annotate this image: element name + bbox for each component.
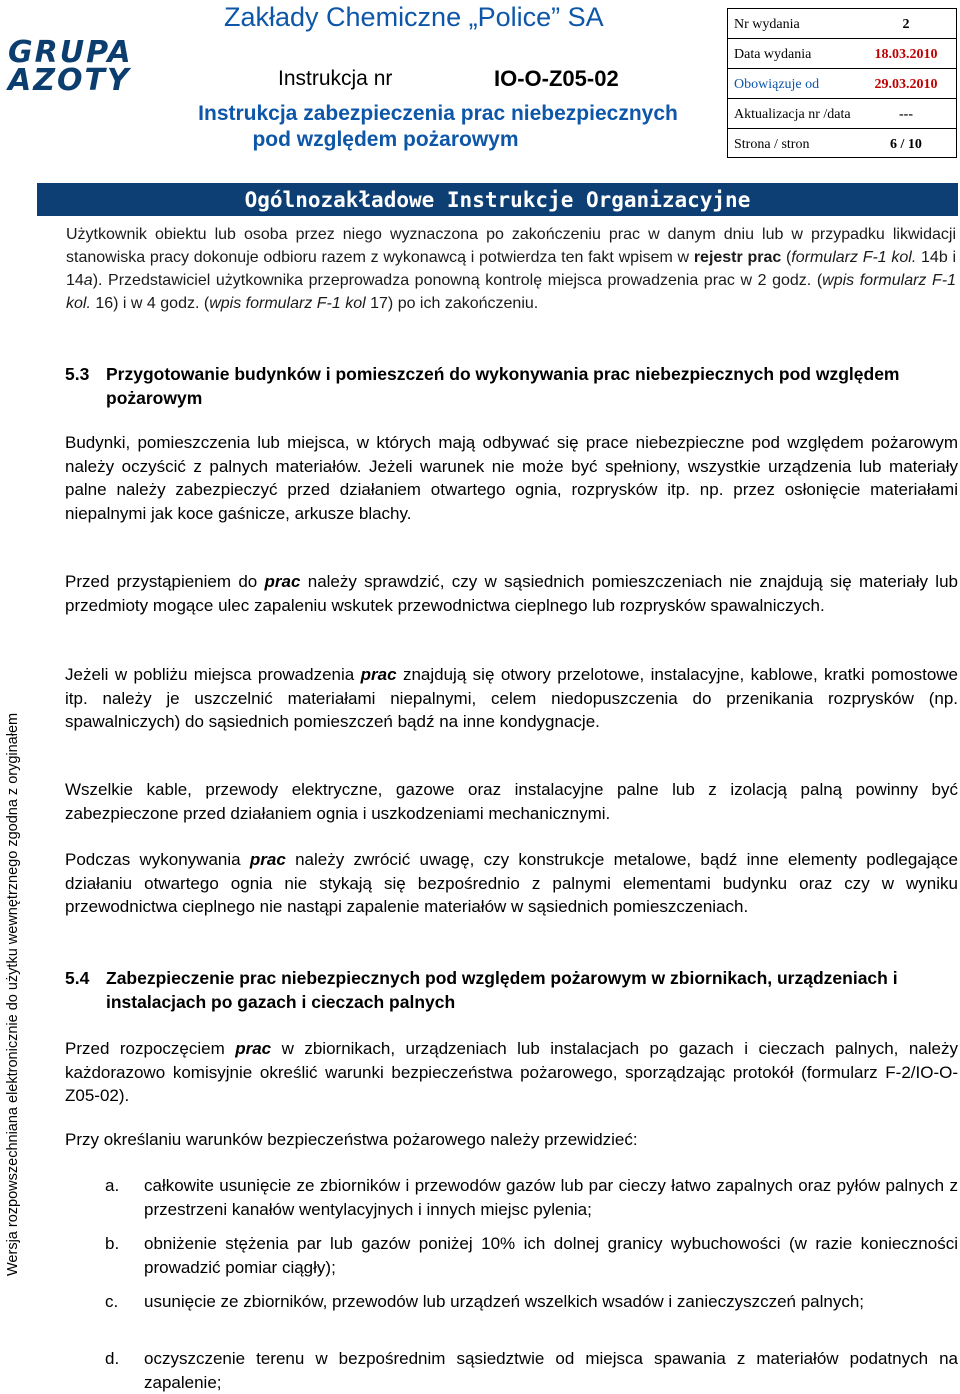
text-run: Przed przystąpieniem do	[65, 572, 265, 591]
text-run-italic: a	[83, 272, 93, 289]
text-run: ). Przedstawiciel użytkownika przeprowadza ponowną kontrolę miejsca prowadzenia prac w 2 godz. (	[92, 272, 823, 289]
list-text: oczyszczenie terenu w bezpośrednim sąsiedztwie od miejsca spawania z materiałów podatnych na zapalenie;	[144, 1349, 958, 1392]
list-item	[105, 1347, 958, 1394]
company-name: Zakłady Chemiczne „Police” SA	[224, 2, 604, 32]
text-run-italic: formularz F-1 kol.	[791, 249, 917, 266]
section-heading-5-4	[65, 966, 958, 1014]
company-logo	[6, 35, 140, 98]
text-run: znajdują się otwory przelotowe, instalacyjne, kablowe, kratki pomostowe itp. należy je uszczelnić materiałami niepalnymi, celem niedopuszczenia do przenikania rozprysków (np. spawalniczych) do sąsiednich pomieszczeń bądź na inne kondygnacje.	[65, 665, 959, 731]
list-text: obniżenie stężenia par lub gazów poniżej 10% ich dolnej granicy wybuchowości (w razie konieczności prowadzić pomiar ciągły);	[144, 1234, 958, 1277]
instruction-label: Instrukcja nr	[278, 67, 393, 90]
list-item	[105, 1232, 958, 1280]
paragraph-5-3-3	[65, 663, 958, 734]
meta-row-effective-date	[728, 69, 956, 99]
meta-value: 18.03.2010	[874, 47, 938, 62]
paragraph-5-4-2: Przy określaniu warunków bezpieczeństwa pożarowego należy przewidzieć:	[65, 1130, 638, 1149]
text-run-bold-italic: prac	[264, 572, 301, 591]
text-run: należy zwrócić uwagę, czy konstrukcje metalowe, bądź inne elementy podlegające działaniu otwartego ognia nie stykają się bezpośrednio z palnymi elementami budynku oraz czy w wyniku przewodnictwa cieplnego nie nastąpi zapalenie materiałów w sąsiednich pomieszczeniach.	[65, 850, 958, 916]
list-marker: b.	[105, 1234, 120, 1253]
section-heading-5-3	[65, 362, 958, 410]
instruction-title-line2: pod względem pożarowym	[252, 128, 519, 151]
text-run: 16) i w 4 godz. (	[90, 295, 210, 312]
text-run-bold-italic: prac	[360, 665, 397, 684]
paragraph-5-3-5	[65, 848, 958, 919]
text-run-bold: rejestr prac	[693, 249, 782, 266]
text-run: Użytkownik obiektu lub osoba przez niego wyznaczona po zakończeniu prac w danym dniu lub w przypadku likwidacji stanowiska pracy dokonuje odbioru razem z wykonawcą i potwierdza ten fakt wpisem w	[66, 226, 956, 266]
text-run: 14b i 14	[66, 249, 956, 289]
section-number: 5.3	[65, 364, 90, 384]
band-title: Ogólnozakładowe Instrukcje Organizacyjne	[244, 188, 751, 212]
meta-key: Strona / stron	[734, 137, 810, 152]
text-run: 17) po ich zakończeniu.	[365, 295, 539, 312]
meta-key: Nr wydania	[734, 17, 800, 32]
text-run: (	[781, 249, 792, 266]
list-marker: d.	[105, 1349, 120, 1368]
meta-key: Aktualizacja nr /data	[734, 107, 851, 122]
vertical-side-note: Wersja rozpowszechniana elektronicznie do użytku wewnętrznego zgodna z oryginałem	[5, 712, 21, 1276]
paragraph-5-4-1	[65, 1037, 958, 1108]
list-marker: c.	[105, 1292, 119, 1311]
list-text: całkowite usunięcie ze zbiorników i przewodów gazów lub par cieczy łatwo zapalnych oraz pyłów palnych z przestrzeni kanałów wentylacyjnych i innych miejsc pylenia;	[144, 1176, 958, 1219]
meta-value: 6 / 10	[890, 137, 922, 152]
meta-value: ---	[899, 107, 913, 122]
text-run: Podczas wykonywania	[65, 850, 250, 869]
text-run-bold-italic: prac	[235, 1039, 272, 1058]
meta-row-issue-date	[728, 39, 956, 69]
text-run: Przed rozpoczęciem	[65, 1039, 236, 1058]
paragraph-5-3-1: Budynki, pomieszczenia lub miejsca, w których mają odbywać się prace niebezpieczne pod względem pożarowym należy oczyścić z palnych materiałów. Jeżeli warunek nie może być spełniony, wszystkie urządzenia lub materiały palne należy zabezpieczyć przed działaniem otwartego ognia, rozprysków itp. np. przez osłonięcie materiałami niepalnymi jak koce gaśnicze, arkusze blachy.	[65, 433, 958, 523]
paragraph-5-3-2	[65, 570, 958, 617]
text-run-bold-italic: prac	[249, 850, 286, 869]
meta-row-page	[728, 129, 956, 159]
meta-value: 29.03.2010	[874, 77, 938, 92]
text-run-italic: wpis formularz F-1 kol.	[66, 272, 956, 312]
meta-row-update	[728, 99, 956, 129]
meta-row-issue-number	[728, 9, 956, 39]
meta-key: Data wydania	[734, 47, 812, 62]
logo-text-bottom: AZOTY	[8, 63, 131, 98]
meta-key: Obowiązuje od	[734, 77, 820, 92]
text-run: Jeżeli w pobliżu miejsca prowadzenia	[65, 665, 361, 684]
list-item	[105, 1290, 958, 1338]
list-marker: a.	[105, 1176, 120, 1195]
document-metadata-table	[727, 8, 957, 158]
section-band	[37, 183, 958, 216]
text-run: należy sprawdzić, czy w sąsiednich pomieszczeniach nie znajdują się materiały lub przedmioty mogące ulec zapaleniu wskutek przewodnictwa cieplnego lub rozprysków spawalniczych.	[65, 572, 958, 615]
meta-value: 2	[902, 17, 910, 32]
paragraph-5-3-4: Wszelkie kable, przewody elektryczne, gazowe oraz instalacyjne palne lub z izolacją palną powinny być zabezpieczone przed działaniem ognia i uszkodzeniami mechanicznymi.	[65, 780, 958, 823]
list-text: usunięcie ze zbiorników, przewodów lub urządzeń wszelkich wsadów i zanieczyszczeń palnych;	[144, 1292, 865, 1311]
top-paragraph	[66, 223, 956, 315]
section-title: Zabezpieczenie prac niebezpiecznych pod względem pożarowym w zbiornikach, urządzeniach i instalacjach po gazach i cieczach palnych	[106, 968, 898, 1012]
logo-text-top: GRUPA	[8, 35, 133, 70]
instruction-number: IO-O-Z05-02	[494, 66, 619, 91]
text-run: w zbiornikach, urządzeniach lub instalacjach po gazach i cieczach palnych, należy każdorazowo komisyjnie określić warunki bezpieczeństwa pożarowego, sporządzając protokół (formularz F-2/IO-O-Z05-02).	[65, 1039, 958, 1105]
list-item	[105, 1174, 958, 1222]
instruction-title-line1: Instrukcja zabezpieczenia prac niebezpiecznych	[198, 102, 678, 125]
text-run-italic: wpis formularz F-1 kol	[209, 295, 366, 312]
section-title: Przygotowanie budynków i pomieszczeń do wykonywania prac niebezpiecznych pod względem pożarowym	[106, 364, 900, 408]
section-number: 5.4	[65, 968, 90, 988]
